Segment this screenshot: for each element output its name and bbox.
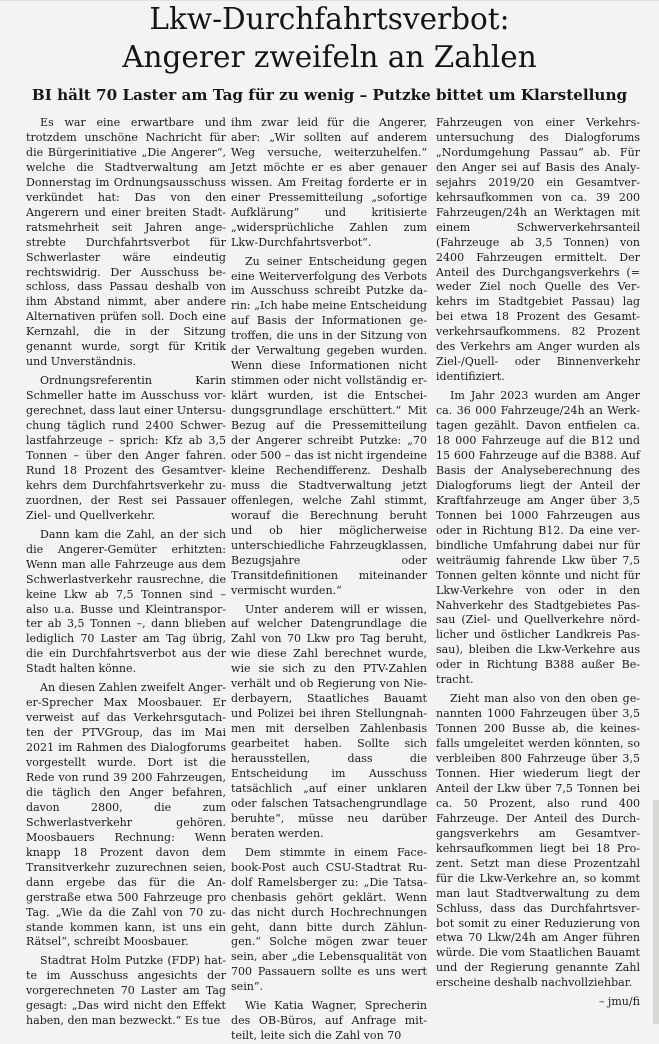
article-column-1 — [26, 116, 226, 1028]
paragraph: Es war eine erwartbare und trotzdem unschöne Nachricht für die Bürgerinitiative „Die Angerer“, welche die Stadtverwaltung am Donnerstag im Ordnungsausschuss verkündet hat: Das von den Angerern und einer breiten Stadtratsmehrheit seit Jahren angestrebte Durchfahrtsverbot für Schwerlaster wäre eindeutig rechtswidrig. Der Ausschuss beschloss, dass Passau deshalb von ihm Abstand nimmt, aber andere Alternativen prüfen soll. Doch eine Kernzahl, die in der Sitzung genannt wurde, sorgt für Kritik und Unverständnis. — [26, 116, 226, 369]
headline-line-1: Lkw-Durchfahrtsverbot: — [149, 2, 510, 36]
page-top-edge — [0, 0, 659, 1]
paragraph: Zu seiner Entscheidung gegen eine Weiterverfolgung des Verbots im Ausschuss schreibt Putzke darin: „Ich habe meine Entscheidung auf Basis der Informationen getroffen, die uns in der Sitzung von der Verwaltung gegeben wurden. Wenn diese Informationen nicht stimmen oder nicht vollständig erklärt wurden, ist die Entscheidungsgrundlage erschüttert.“ Mit Bezug auf die Pressemitteilung der Angerer schreibt Putzke: „70 oder 500 – das ist nicht irgendeine kleine Rechendifferenz. Deshalb muss die Stadtverwaltung jetzt offenlegen, welche Zahl stimmt, worauf die Berechnung beruht und ob hier möglicherweise unterschiedliche Fahrzeugklassen, Bezugsjahre oder Transitdefinitionen miteinander vermischt wurden.“ — [231, 254, 427, 597]
paragraph: Dann kam die Zahl, an der sich die Angerer-Gemüter erhitzten: Wenn man alle Fahrzeuge aus dem Schwerlastverkehr rausrechne, die keine Lkw ab 7,5 Tonnen sind – also u.a. Busse und Kleintransporter ab 3,5 Tonnen –, dann blieben lediglich 70 Laster am Tag übrig, die ein Durchfahrtsverbot aus der Stadt halten könne. — [26, 527, 226, 676]
paragraph: Unter anderem will er wissen, auf welcher Datengrundlage die Zahl von 70 Lkw pro Tag beruht, wie diese Zahl berechnet wurde, wie sie sich zu den PTV-Zahlen verhält und ob Regierung von Niederbayern, Staatliches Bauamt und Polizei bei ihren Stellungnahmen mit derselben Zahlenbasis gearbeitet haben. Sollte sich herausstellen, dass die Entscheidung im Ausschuss tatsächlich „auf einer unklaren oder falschen Tatsachengrundlage beruhte“, müsse neu darüber beraten werden. — [231, 602, 427, 840]
paragraph: Wie Katia Wagner, Sprecherin des OB-Büros, auf Anfrage mitteilt, leite sich die Zahl von 70 — [231, 999, 427, 1043]
page-right-edge — [653, 800, 659, 1024]
article-column-3 — [436, 116, 640, 1024]
author-signature: – jmu/fi — [598, 995, 640, 1009]
paragraph: Stadtrat Holm Putzke (FDP) hatte im Ausschuss angesichts der vorgerechneten 70 Laster am Tag gesagt: „Das wird nicht den Effekt haben, den man bezweckt.“ Es tue — [26, 954, 226, 1028]
paragraph: ihm zwar leid für die Angerer, aber: „Wir sollten auf anderem Weg versuche, weiterzuhelfen.“ Jetzt möchte er es aber genauer wissen. Am Freitag forderte er in einer Pressemitteilung „sofortige Aufklärung“ und kritisierte „widersprüchliche Zahlen zum Lkw-Durchfahrtsverbot“. — [231, 116, 427, 249]
article-column-2 — [231, 116, 427, 1043]
paragraph: Dem stimmte in einem Facebook-Post auch CSU-Stadtrat Rudolf Ramelsberger zu: „Die Tatsachenbasis gehört geklärt. Wenn das nicht durch Hochrechnungen geht, dann bitte durch Zählungen.“ Solche mögen zwar teuer sein, aber „die Lebensqualität von 700 Passauern sollte es uns wert sein“. — [231, 845, 427, 994]
paragraph: Zieht man also von den oben genannten 1000 Fahrzeugen über 3,5 Tonnen 200 Busse ab, die keinesfalls umgeleitet werden könnten, so verbleiben 800 Fahrzeuge über 3,5 Tonnen. Hier wiederum liegt der Anteil der Lkw über 7,5 Tonnen bei ca. 50 Prozent, also rund 400 Fahrzeuge. Der Anteil des Durchgangsverkehrs am Gesamtverkehrsaufkommen liegt bei 18 Prozent. Setzt man diese Prozentzahl für die Lkw-Verkehre an, so kommt man laut Stadtverwaltung zu dem Schluss, dass das Durchfahrtsverbot somit zu einer Reduzierung von etwa 70 Lkw/24h am Anger führen würde. Die vom Staatlichen Bauamt und der Regierung genannte Zahl erscheine deshalb nachvollziehbar. — [436, 692, 640, 990]
paragraph: An diesen Zahlen zweifelt Angerer-Sprecher Max Moosbauer. Er verweist auf das Verkehrsgutachten der PTVGroup, das im Mai 2021 im Rahmen des Dialogforums vorgestellt wurde. Dort ist die Rede von rund 39 200 Fahrzeugen, die täglich den Anger befahren, davon 2800, die zum Schwerlastverkehr gehören. Moosbauers Rechnung: Wenn knapp 18 Prozent davon dem Transitverkehr zuzurechnen seien, dann ergebe das für die Angerstraße etwa 500 Fahrzeuge pro Tag. „Wie da die Zahl von 70 zustande kommen kann, ist uns ein Rätsel“, schreibt Moosbauer. — [26, 681, 226, 949]
subheadline: BI hält 70 Laster am Tag für zu wenig – Putzke bittet um Klarstellung — [31, 86, 628, 104]
paragraph: Ordnungsreferentin Karin Schmeller hatte im Ausschuss vorgerechnet, dass laut einer Untersuchung täglich rund 2400 Schwerlastfahrzeuge – sprich: Kfz ab 3,5 Tonnen – über den Anger fahren. Rund 18 Prozent des Gesamtverkehrs dem Durchfahrtsverkehr zuzuordnen, der Rest sei Passauer Ziel- und Quellverkehr. — [26, 374, 226, 522]
paragraph: Im Jahr 2023 wurden am Anger ca. 36 000 Fahrzeuge/24h an Werktagen gezählt. Davon entfielen ca. 18 000 Fahrzeuge auf die B12 und 15 600 Fahrzeuge auf die B388. Auf Basis der Analyseberechnung des Dialogforums liegt der Anteil der Kraftfahrzeuge am Anger über 3,5 Tonnen bei 1000 Fahrzeugen aus oder in Richtung B12. Da eine verbindliche Umfahrung dabei nur für weiträumig fahrende Lkw über 7,5 Tonnen gelten könnte und nicht für Lkw-Verkehre von oder in den Nahverkehr des Stadtgebietes Passau (Ziel- und Quellverkehre nördlicher und östlicher Landkreis Passau), bleiben die Lkw-Verkehre aus oder in Richtung B388 außer Betracht. — [436, 389, 640, 687]
paragraph: Fahrzeugen von einer Verkehrsuntersuchung des Dialogforums „Nordumgehung Passau“ ab. Für den Anger sei auf Basis des Analysejahrs 2019/20 ein Gesamtverkehrsaufkommen von ca. 39 200 Fahrzeugen/24h an Werktagen mit einem Schwerverkehrsanteil (Fahrzeuge ab 3,5 Tonnen) von 2400 Fahrzeugen ermittelt. Der Anteil des Durchgangsverkehrs (= weder Ziel noch Quelle des Verkehrs im Stadtgebiet Passau) lag bei etwa 18 Prozent des Gesamtverkehrsaufkommens. 82 Prozent des Verkehrs am Anger wurden als Ziel-/Quell- oder Binnenverkehr identifiziert. — [436, 116, 640, 384]
headline-line-2: Angerer zweifeln an Zahlen — [122, 40, 537, 74]
